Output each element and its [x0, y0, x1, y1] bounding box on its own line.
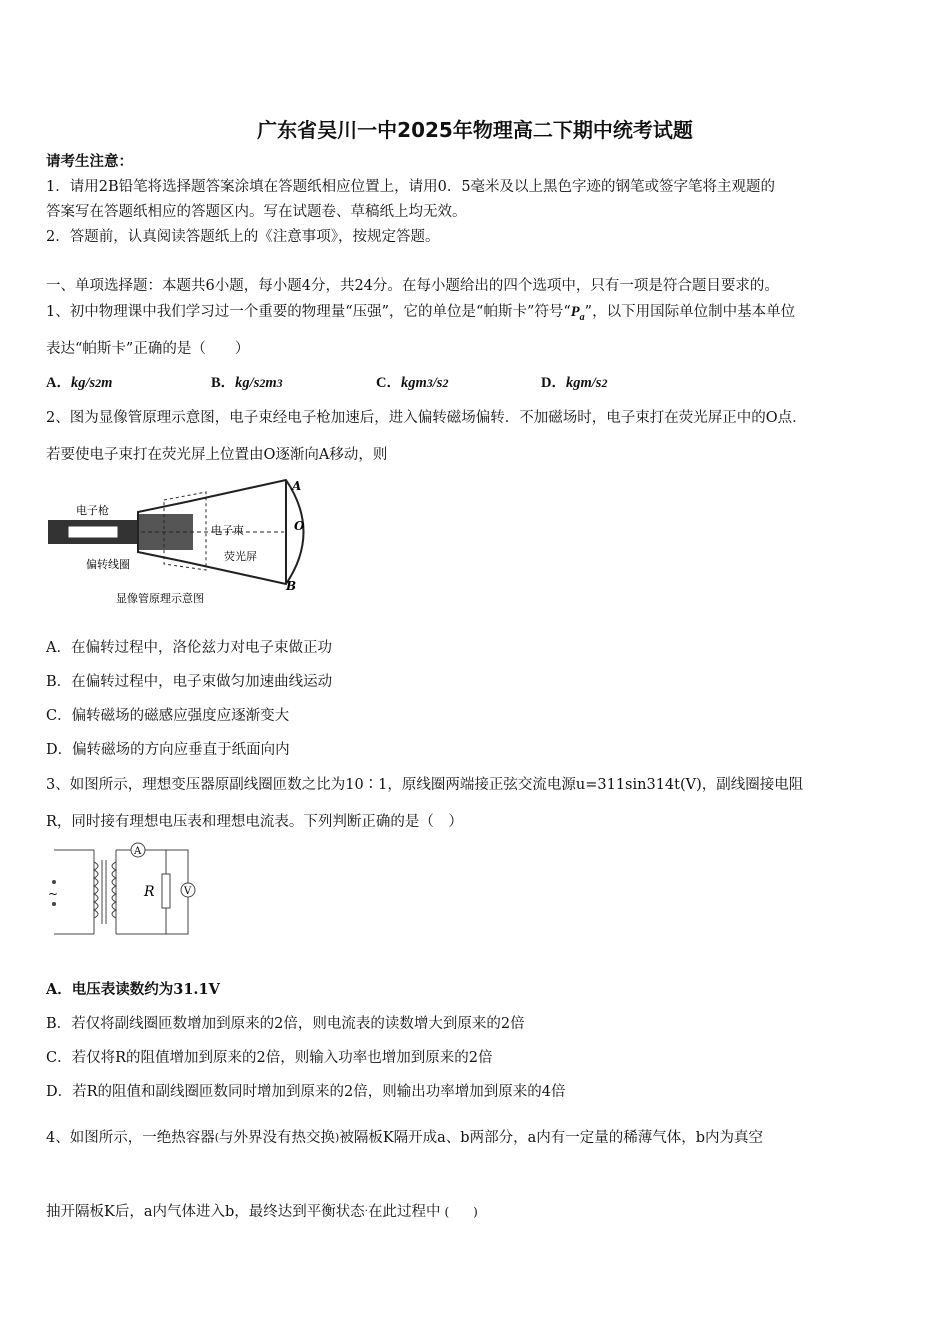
primary-loop — [54, 850, 94, 934]
notice-line-1: 1．请用2B铅笔将选择题答案涂填在答题纸相应位置上，请用0．5毫米及以上黑色字迹的钢笔或签字笔将主观题的 — [46, 179, 776, 195]
q1-option-c-label: C． — [376, 375, 401, 391]
q4-text-b: 与外界没有热交换 — [219, 1130, 336, 1146]
q1-option-a[interactable] — [46, 373, 211, 393]
q2-option-d[interactable]: D．偏转磁场的方向应垂直于纸面向内 — [46, 742, 290, 758]
notice-line-2: 答案写在答题纸相应的答题区内。写在试题卷、草稿纸上均无效。 — [46, 204, 467, 220]
q1-option-c[interactable] — [376, 373, 541, 393]
q2-stem-line-1: 2、图为显像管原理示意图，电子束经电子枪加速后，进入偏转磁场偏转．不加磁场时，电子束打在荧光屏正中的O点． — [46, 410, 807, 426]
q3-stem-line-1: 3、如图所示，理想变压器原副线圈匝数之比为10∶1，原线圈两端接正弦交流电源u=311sin314t(V)，副线圈接电阻 — [46, 777, 804, 793]
q4-text-c: 被隔板K隔开成a、b两部分，a内有一定量的稀薄气体，b内为真空 — [339, 1130, 764, 1146]
q4-stem-line-1 — [46, 1128, 763, 1148]
notice-heading: 请考生注意： — [46, 153, 133, 170]
source-label: ~ — [48, 887, 59, 901]
label-b: B — [286, 579, 297, 593]
q4-paren-close: ) — [335, 1131, 340, 1144]
q1-symbol-sub: a — [579, 311, 585, 323]
q1-option-b-tail: m — [265, 375, 277, 391]
q1-option-b-sup: 2 — [259, 376, 266, 390]
q3-option-c[interactable]: C．若仅将R的阻值增加到原来的2倍，则输入功率也增加到原来的2倍 — [46, 1050, 493, 1066]
q1-option-b-label: B． — [211, 375, 236, 391]
q2-option-a[interactable]: A．在偏转过程中，洛伦兹力对电子束做正功 — [46, 640, 332, 656]
label-beam: 电子束 — [211, 524, 244, 537]
q1-stem-text-b: ”，以下用国际单位制中基本单位 — [584, 304, 796, 320]
q4-answer-paren: ( ) — [444, 1205, 478, 1219]
q1-symbol: P — [570, 304, 580, 320]
label-screen: 荧光屏 — [224, 550, 257, 563]
q1-option-a-base: kg/s — [70, 375, 96, 391]
q3-option-a[interactable]: A．电压表读数约为31.1V — [46, 981, 220, 998]
q4-text-e: 在此过程中 — [367, 1204, 441, 1220]
transformer-diagram — [46, 842, 216, 942]
q4-text-d: 抽开隔板K后，a内气体进入b，最终达到平衡状态 — [46, 1204, 365, 1220]
q4-stem-line-2: 抽开隔板K后，a内气体进入b，最终达到平衡状态·在此过程中 ( ) — [46, 1204, 478, 1220]
q1-option-b-sup2: 3 — [276, 376, 283, 390]
label-coil: 偏转线圈 — [86, 558, 130, 571]
q1-option-c-sup2: 2 — [442, 376, 449, 390]
label-caption: 显像管原理示意图 — [116, 592, 204, 605]
terminal-bottom — [52, 902, 56, 906]
q1-option-c-sup: 3 — [426, 376, 433, 390]
q3-option-d[interactable]: D．若R的阻值和副线圈匝数同时增加到原来的2倍，则输出功率增加到原来的4倍 — [46, 1084, 566, 1100]
label-a: A — [292, 479, 302, 493]
q2-stem-line-2: 若要使电子束打在荧光屏上位置由O逐渐向A移动，则 — [46, 447, 388, 463]
q2-option-b[interactable]: B．在偏转过程中，电子束做匀加速曲线运动 — [46, 674, 333, 690]
q4-paren-open: ( — [214, 1131, 220, 1144]
q3-stem-line-2: R，同时接有理想电压表和理想电流表。下列判断正确的是（ ） — [46, 814, 463, 830]
primary-coil — [94, 862, 98, 918]
resistor-box — [162, 874, 170, 908]
q1-stem-line-1 — [46, 302, 795, 328]
voltmeter-label: V — [184, 886, 192, 897]
crt-diagram — [46, 472, 316, 612]
q1-option-d[interactable] — [541, 373, 706, 393]
section-heading: 一、单项选择题：本题共6小题，每小题4分，共24分。在每小题给出的四个选项中，只有一项是符合题目要求的。 — [46, 278, 779, 294]
secondary-coil — [112, 862, 116, 918]
q1-options — [46, 373, 706, 393]
q1-option-a-label: A． — [46, 375, 71, 391]
gun-inner — [68, 526, 118, 538]
q1-stem-text-a: 1、初中物理课中我们学习过一个重要的物理量“压强”，它的单位是“帕斯卡”符号“ — [46, 304, 571, 320]
q1-stem-line-2: 表达“帕斯卡”正确的是（ ） — [46, 341, 250, 357]
page-title: 广东省吴川一中2025年物理高二下期中统考试题 — [257, 118, 693, 142]
q1-option-d-base: kgm/s — [565, 375, 602, 391]
q3-option-b[interactable]: B．若仅将副线圈匝数增加到原来的2倍，则电流表的读数增大到原来的2倍 — [46, 1016, 525, 1032]
label-gun: 电子枪 — [76, 504, 109, 517]
q1-option-d-sup: 2 — [601, 376, 608, 390]
notice-line-3: 2．答题前，认真阅读答题纸上的《注意事项》，按规定答题。 — [46, 229, 440, 245]
q1-option-b-base: kg/s — [235, 375, 260, 391]
q2-option-c[interactable]: C．偏转磁场的磁感应强度应逐渐变大 — [46, 708, 290, 724]
q1-option-a-sup: 2 — [95, 376, 102, 390]
q1-option-d-label: D． — [541, 375, 566, 391]
label-o: O — [294, 519, 305, 533]
q1-option-a-tail: m — [101, 375, 113, 391]
terminal-top — [52, 880, 56, 884]
q1-option-c-base: kgm — [400, 375, 427, 391]
q1-option-b[interactable] — [211, 373, 376, 393]
ammeter-label: A — [134, 846, 142, 857]
resistor-label: R — [144, 884, 155, 900]
q1-option-c-tail: /s — [432, 375, 443, 391]
q4-text-a: 4、如图所示，一绝热容器 — [46, 1130, 215, 1146]
